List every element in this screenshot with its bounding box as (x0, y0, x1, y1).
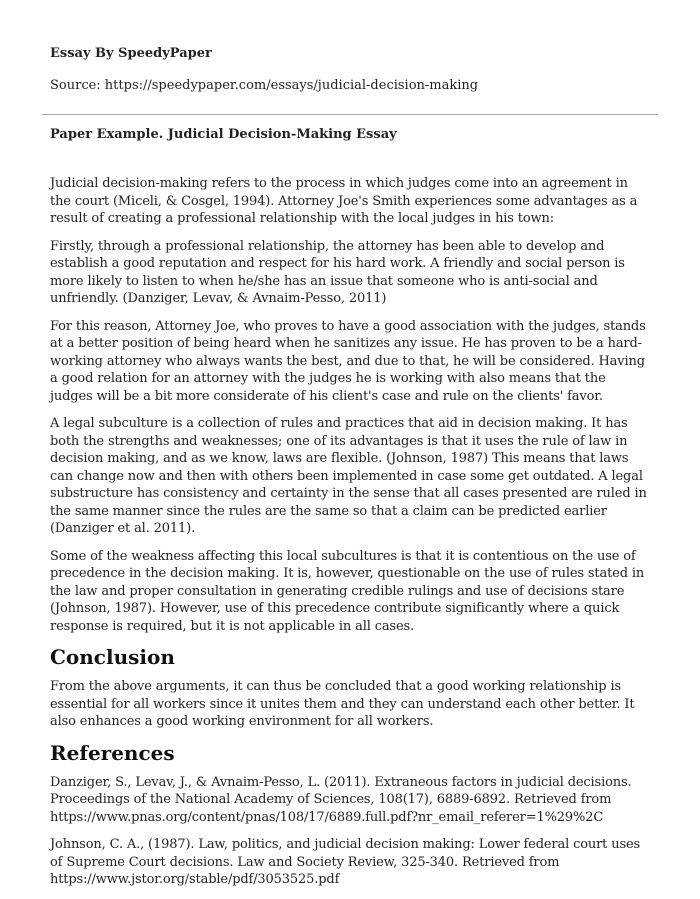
reference-item: Johnson, C. A., (1987). Law, politics, and judicial decision making: Lower federal court uses of Supreme Court decisions. Law and Society Review, 325-340. Retrieved from https://www.jstor.org/stable/pdf/3053525.pdf (50, 837, 641, 887)
reference-item: Danziger, S., Levav, J., & Avnaim-Pesso, L. (2011). Extraneous factors in judicial decisions. Proceedings of the National Academy of Sciences, 108(17), 6889-6892. Retrieved from https://www.pnas.org/content/pnas/108/17/6889.full.pdf?nr_email_referer=1%29%2C (50, 774, 632, 825)
body-paragraph: Some of the weakness affecting this local subcultures is that it is contentious on the use of precedence in the decision making. It is, however, questionable on the use of rules stated in the law and proper consultation in generating credible rulings and use of decisions stare (Johnson, 1987). However, use of this precedence contribute significantly where a quick response is required, but it is not applicable in all cases. (50, 548, 645, 634)
essay-byline: Essay By SpeedyPaper (50, 46, 212, 61)
conclusion-heading: Conclusion (50, 645, 175, 669)
essay-body (50, 175, 650, 635)
body-paragraph: Judicial decision-making refers to the process in which judges come into an agreement in the court (Miceli, & Cosgel, 1994). Attorney Joe's Smith experiences some advantages as a result of creating a professional relationship with the local judges in his town: (50, 176, 638, 226)
conclusion-paragraph: From the above arguments, it can thus be concluded that a good working relationship is essential for all workers since it unites them and they can understand each other better. It also enhances a good working environment for all workers. (50, 679, 635, 729)
essay-page (50, 40, 650, 899)
body-paragraph: Firstly, through a professional relationship, the attorney has been able to develop and establish a good reputation and respect for his hard work. A friendly and social person is more likely to listen to when he/she has an issue that someone who is anti-social and unfriendly. (Danziger, Levav, & Avnaim-Pesso, 2011) (50, 238, 625, 306)
conclusion-section (50, 645, 650, 731)
header-divider (42, 114, 658, 115)
paper-title: Paper Example. Judicial Decision-Making Essay (50, 127, 397, 142)
body-paragraph: A legal subculture is a collection of rules and practices that aid in decision making. It has both the strengths and weaknesses; one of its advantages is that it uses the rule of law in decision making, and as we know, laws are flexible. (Johnson, 1987) This means that laws can change now and then with others been implemented in case some get outdated. A legal substructure has consistency and certainty in the sense that all cases presented are ruled in the same manner since the rules are the same so that a claim can be predicted earlier (Danziger et al. 2011). (50, 416, 647, 536)
source-line: Source: https://speedypaper.com/essays/judicial-decision-making (50, 78, 479, 93)
body-paragraph: For this reason, Attorney Joe, who proves to have a good association with the judges, stands at a better position of being heard when he sanitizes any issue. He has proven to be a hard-working attorney who always wants the best, and due to that, he will be considered. Having a good relation for an attorney with the judges he is working with also means that the judges will be a bit more considerate of his client's case and rule on the clients' favor. (50, 318, 646, 404)
references-section (50, 741, 650, 889)
references-heading: References (50, 740, 175, 765)
